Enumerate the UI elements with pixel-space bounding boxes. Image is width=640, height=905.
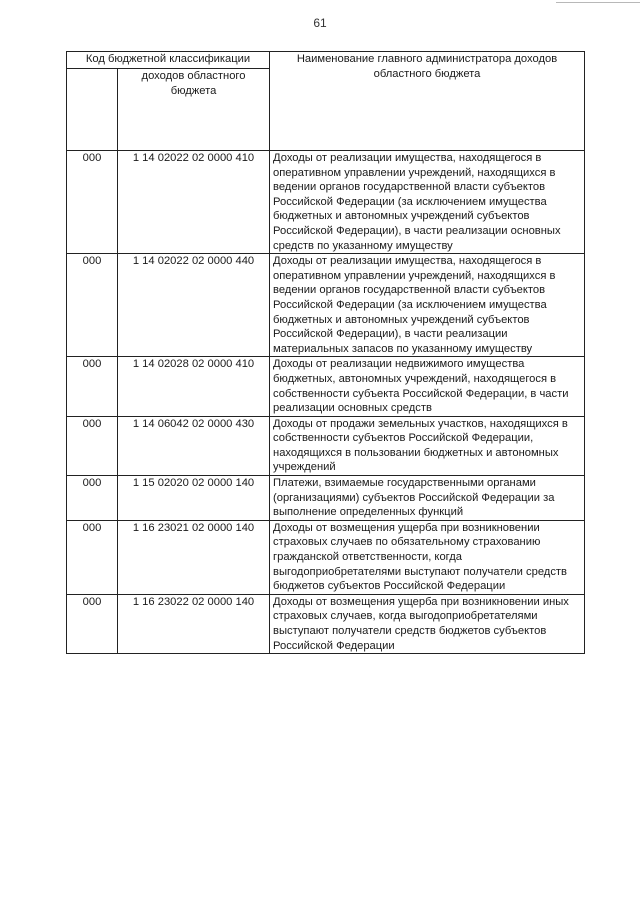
income-code-cell: 1 14 06042 02 0000 430 [118, 416, 270, 475]
income-name-cell: Доходы от реализации имущества, находящегося в оперативном управлении учреждений, находящихся в ведении органов государственной власти субъектов Российской Федерации (за исключением имущества бюджетных и автономных учреждений субъектов Российской Федерации), в части реализации основных средств по указанному имуществу [270, 151, 585, 254]
page-number: 61 [313, 16, 327, 30]
admin-code-cell: 000 [67, 476, 118, 521]
admin-code-cell: 000 [67, 594, 118, 653]
admin-code-cell: 000 [67, 520, 118, 594]
income-code-cell: 1 16 23022 02 0000 140 [118, 594, 270, 653]
income-name-cell: Доходы от реализации имущества, находящегося в оперативном управлении учреждений, находящихся в ведении органов государственной власти субъектов Российской Федерации (за исключением имущества бюджетных и автономных учреждений субъектов Российской Федерации), в части реализации материальных запасов по указанному имуществу [270, 254, 585, 357]
table-row [67, 476, 585, 521]
admin-code-cell: 000 [67, 254, 118, 357]
income-code-cell: 1 14 02022 02 0000 440 [118, 254, 270, 357]
admin-code-cell: 000 [67, 357, 118, 416]
admin-code-cell: 000 [67, 416, 118, 475]
table-header [67, 52, 585, 151]
income-code-cell: 1 15 02020 02 0000 140 [118, 476, 270, 521]
scan-edge-line [556, 2, 640, 3]
income-code-cell: 1 14 02022 02 0000 410 [118, 151, 270, 254]
table-row [67, 416, 585, 475]
income-name-cell: Доходы от продажи земельных участков, находящихся в собственности субъектов Российской Федерации, находящихся в пользовании бюджетных и автономных учреждений [270, 416, 585, 475]
income-name-cell: Платежи, взимаемые государственными органами (организациями) субъектов Российской Федерации за выполнение определенных функций [270, 476, 585, 521]
table-row [67, 254, 585, 357]
table-body [67, 151, 585, 654]
header-row-group [67, 52, 585, 69]
income-name-cell: Доходы от возмещения ущерба при возникновении иных страховых случаев, когда выгодоприобретателями выступают получатели средств бюджетов субъектов Российской Федерации [270, 594, 585, 653]
table-row [67, 151, 585, 254]
budget-classification-table [66, 51, 585, 654]
table-row [67, 520, 585, 594]
admin-code-cell: 000 [67, 151, 118, 254]
table-row [67, 594, 585, 653]
header-budget-classification-code: Код бюджетной классификации [67, 52, 270, 69]
income-code-cell: 1 16 23021 02 0000 140 [118, 520, 270, 594]
table-row [67, 357, 585, 416]
header-administrator-name: Наименование главного администратора доходов областного бюджета [270, 52, 585, 151]
income-name-cell: Доходы от возмещения ущерба при возникновении страховых случаев по обязательному страхованию гражданской ответственности, когда выгодоприобретателями выступают получатели средств бюджетов субъектов Российской Федерации [270, 520, 585, 594]
income-code-cell: 1 14 02028 02 0000 410 [118, 357, 270, 416]
income-name-cell: Доходы от реализации недвижимого имущества бюджетных, автономных учреждений, находящегося в собственности субъекта Российской Федерации, в части реализации основных средств [270, 357, 585, 416]
header-admin-code-empty [67, 69, 118, 151]
header-regional-budget-income: доходов областного бюджета [118, 69, 270, 151]
